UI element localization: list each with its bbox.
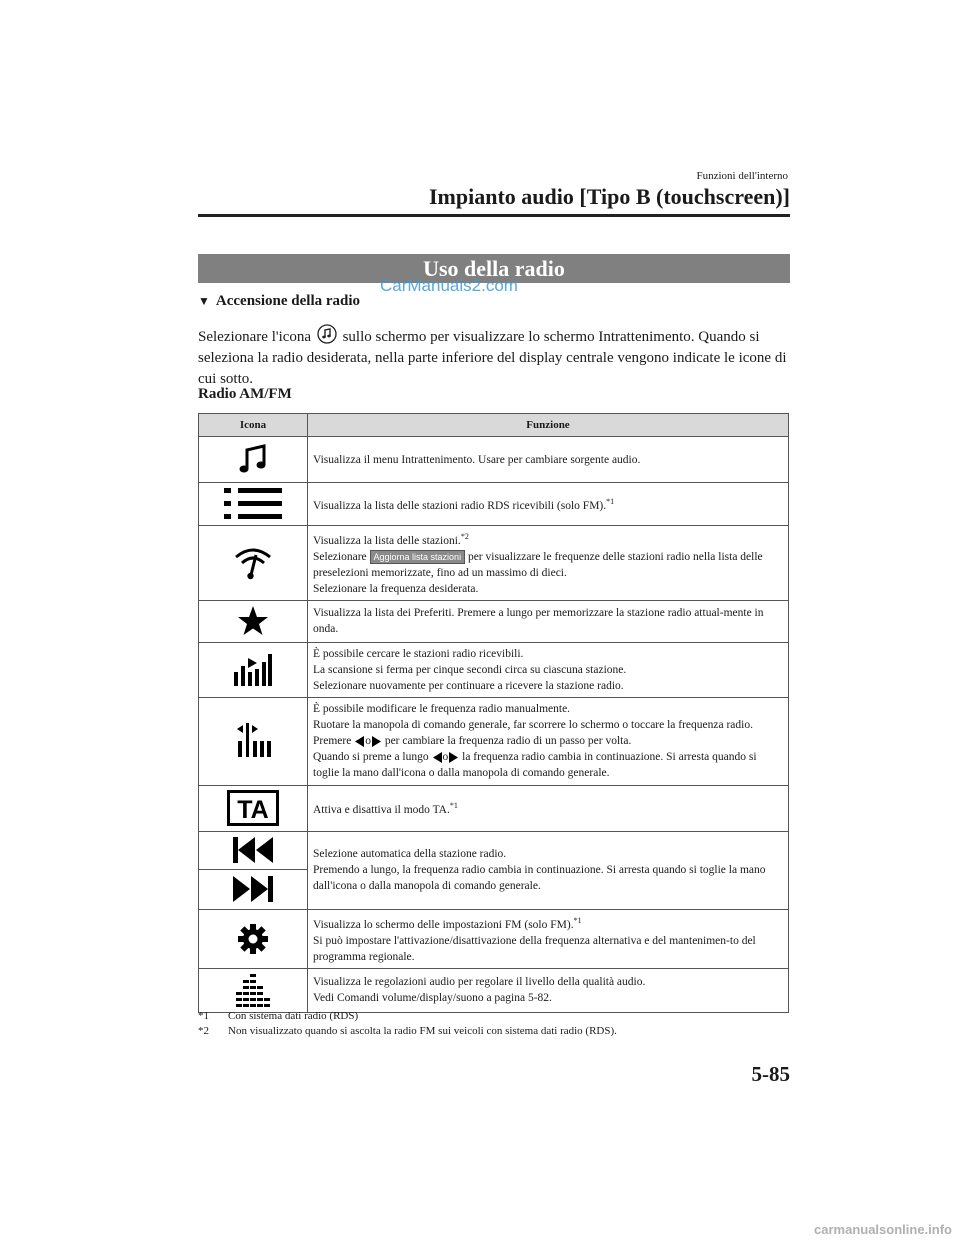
footnote-mark: *2: [198, 1025, 209, 1037]
row-text: Ruotare la manopola di comando generale, far scorrere lo schermo o toccare la frequenza radio. Premere: [313, 719, 753, 748]
entertainment-icon: [317, 324, 337, 344]
row-description: [308, 909, 789, 968]
table-row: [199, 642, 789, 697]
ta-icon: [227, 790, 279, 826]
antenna-icon: [232, 545, 274, 581]
footnote-ref: *1: [606, 497, 615, 507]
radio-am-fm-label: Radio AM/FM: [198, 386, 292, 402]
scan-icon: [233, 652, 273, 688]
right-arrow-icon: [372, 736, 381, 747]
row-text: Visualizza la lista delle stazioni radio RDS ricevibili (solo FM).: [313, 499, 607, 512]
site-footer: [0, 1222, 960, 1237]
intro-text-2: sullo schermo per visualizzare lo schermo Intrattenimento. Quando si seleziona la radio desiderata, nella parte inferiore del display centrale vengono indicate le icone di cui sotto.: [198, 329, 787, 387]
ta-label: TA: [237, 796, 269, 825]
watermark: CarManuals2.com: [380, 276, 518, 295]
row-description: Visualizza la lista dei Preferiti. Premere a lungo per memorizzare la stazione radio attual-mente in onda.: [308, 600, 789, 642]
table-row: [199, 697, 789, 785]
row-text: Selezionare nuovamente per continuare a ricevere la stazione radio.: [313, 679, 624, 692]
equalizer-icon: [233, 973, 273, 1007]
row-text: la frequenza radio cambia in continuazione. Si arresta quando si toglie la mano dall'icona o dalla manopola di comando generale.: [313, 751, 757, 780]
footnote-text: Con sistema dati radio (RDS): [228, 1010, 359, 1022]
music-note-icon: [235, 442, 271, 478]
table-row: [199, 785, 789, 831]
row-text: È possibile modificare le frequenza radio manualmente.: [313, 703, 571, 716]
footnote-1: [198, 1009, 798, 1024]
star-icon: [237, 605, 269, 637]
row-description: [308, 642, 789, 697]
table-row: [199, 909, 789, 968]
row-description: [308, 831, 789, 909]
table-row: [199, 526, 789, 601]
section-banner: Uso della radio: [198, 254, 790, 283]
row-text: per visualizzare le frequenze delle stazioni radio nella lista delle preselezioni memorizzate, fino ad un massimo di dieci.: [313, 550, 763, 579]
footnote-text: Non visualizzato quando si ascolta la radio FM sui veicoli con sistema dati radio (RDS).: [228, 1025, 617, 1037]
subheading: [198, 293, 360, 310]
page-title: Impianto audio [Tipo B (touchscreen)]: [428, 184, 790, 209]
row-text: Visualizza le regolazioni audio per regolare il livello della qualità audio.: [313, 976, 646, 989]
row-text: Visualizza lo schermo delle impostazioni FM (solo FM).: [313, 918, 574, 931]
row-description: [308, 697, 789, 785]
site-name: carmanualsonline.info: [814, 1222, 952, 1237]
table-row: [199, 483, 789, 526]
row-text: Visualizza la lista delle stazioni.: [313, 534, 461, 547]
left-arrow-icon: [355, 736, 364, 747]
footnote-ref: *2: [460, 532, 469, 541]
row-text: Selezionare: [313, 550, 367, 563]
row-text: Attiva e disattiva il modo TA.: [313, 804, 450, 817]
row-description: [308, 483, 789, 526]
list-icon: [224, 487, 282, 521]
footnotes: [198, 1009, 798, 1039]
row-description: Visualizza il menu Intrattenimento. Usare per cambiare sorgente audio.: [308, 437, 789, 483]
table-row: [199, 968, 789, 1012]
page-number: 5-85: [751, 1062, 790, 1086]
table-row: [199, 831, 789, 869]
row-text: o: [442, 751, 449, 764]
update-station-list-button[interactable]: Aggiorna lista stazioni: [370, 550, 466, 564]
row-text: Selezione automatica della stazione radio.: [313, 848, 507, 861]
right-arrow-icon: [449, 752, 458, 763]
row-text: Si può impostare l'attivazione/disattivazione della frequenza alternativa e del mantenimen-to del programma regionale.: [313, 934, 756, 963]
footnote-mark: *1: [198, 1010, 209, 1022]
skip-back-icon: [233, 837, 273, 863]
header-function-col: Funzione: [308, 414, 789, 437]
row-text: Vedi Comandi volume/display/suono a pagina 5-82.: [313, 992, 552, 1005]
intro-text-1: Selezionare l'icona: [198, 329, 312, 345]
row-description: [308, 526, 789, 601]
row-text: Selezionare la frequenza desiderata.: [313, 582, 479, 595]
function-table: [198, 413, 789, 1013]
row-description: [308, 968, 789, 1012]
row-text: Quando si preme a lungo: [313, 751, 429, 764]
table-row: [199, 600, 789, 642]
gear-icon: [238, 924, 268, 954]
header-rule: [198, 214, 790, 217]
row-text: La scansione si ferma per cinque secondi circa su ciascuna stazione.: [313, 663, 627, 676]
row-text: Premendo a lungo, la frequenza radio cambia in continuazione. Si arresta quando si toglie la mano dall'icona o dalla manopola di comando generale.: [313, 864, 766, 893]
row-text: È possibile cercare le stazioni radio ricevibili.: [313, 647, 524, 660]
skip-forward-icon: [233, 876, 273, 902]
table-header-row: [199, 414, 789, 437]
footnote-2: [198, 1024, 798, 1039]
row-description: [308, 785, 789, 831]
footnote-ref: *1: [449, 801, 458, 811]
intro-paragraph: [198, 324, 790, 390]
left-arrow-icon: [433, 752, 442, 763]
footnote-ref: *1: [573, 915, 582, 925]
manual-tune-icon: [235, 723, 271, 759]
section-title: Funzioni dell'interno: [696, 170, 788, 182]
subheading-text: Accensione della radio: [215, 293, 361, 309]
row-text: o: [365, 735, 371, 748]
triangle-icon: ▼: [198, 294, 210, 308]
table-row: [199, 437, 789, 483]
row-text: per cambiare la frequenza radio di un passo per volta.: [384, 735, 632, 748]
header-icon-col: Icona: [199, 414, 308, 437]
